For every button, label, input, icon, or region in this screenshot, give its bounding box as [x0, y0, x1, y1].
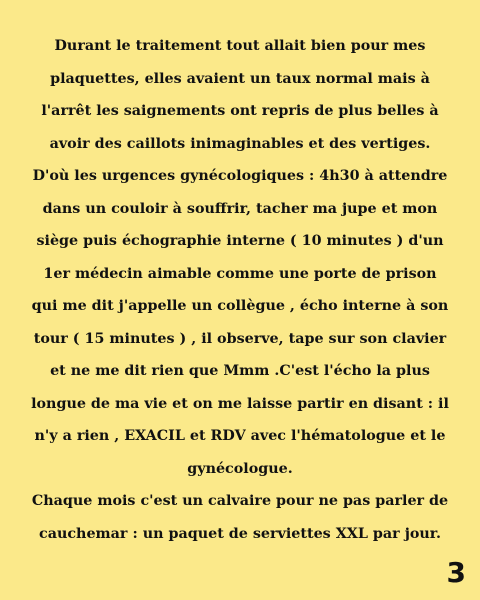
paragraph-1 [20, 30, 460, 485]
text-line: tour ( 15 minutes ) , il observe, tape sur son clavier [33, 330, 447, 347]
text-line: cauchemar : un paquet de serviettes XXL par jour. [38, 525, 441, 542]
text-line: D'où les urgences gynécologiques : 4h30 à attendre [32, 168, 448, 184]
story-text [20, 30, 460, 550]
text-line: plaquettes, elles avaient un taux normal mais à [50, 70, 430, 87]
text-line: et ne me dit rien que Mmm .C'est l'écho la plus [50, 363, 430, 379]
text-line: l'arrêt les saignements ont repris de plus belles à [41, 103, 439, 119]
text-line: longue de ma vie et on me laisse partir en disant : il [31, 395, 449, 412]
text-line: Chaque mois c'est un calvaire pour ne pas parler de [31, 493, 449, 509]
text-line: qui me dit j'appelle un collègue , écho interne à son [31, 298, 449, 314]
paragraph-2 [20, 485, 460, 550]
text-line: siège puis échographie interne ( 10 minutes ) d'un [36, 233, 444, 249]
text-line: Durant le traitement tout allait bien pour mes [54, 38, 426, 54]
page-number: 3 [446, 556, 466, 589]
text-line: dans un couloir à souffrir, tacher ma jupe et mon [42, 200, 438, 217]
text-line: gynécologue. [187, 460, 293, 477]
text-line: avoir des caillots inimaginables et des vertiges. [49, 135, 431, 152]
text-line: 1er médecin aimable comme une porte de prison [43, 265, 437, 282]
text-line: n'y a rien , EXACIL et RDV avec l'hématologue et le [34, 428, 446, 444]
